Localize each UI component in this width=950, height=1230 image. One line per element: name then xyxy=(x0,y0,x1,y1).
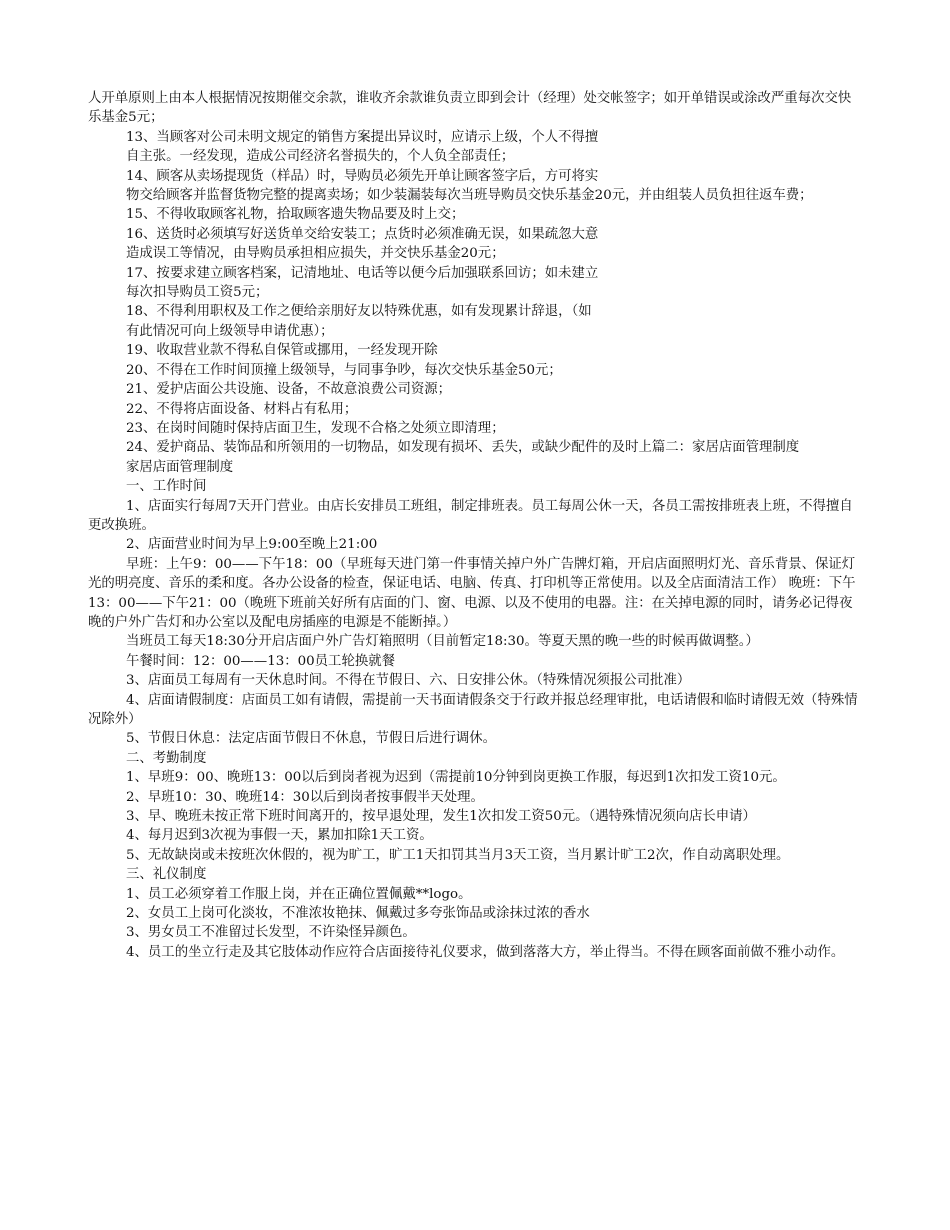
section-heading-work-hours: 一、工作时间 xyxy=(126,479,207,495)
attendance-item-2: 2、早班10：30、晚班14：30以后到岗者按事假半天处理。 xyxy=(126,789,484,805)
rule-17: 17、按要求建立顾客档案，记清地址、电话等以便今后加强联系回访；如未建立 xyxy=(126,265,599,281)
etiquette-item-3: 3、男女员工不准留过长发型，不许染怪异颜色。 xyxy=(126,925,416,941)
work-hours-item-3: 3、店面员工每周有一天休息时间。不得在节假日、六、日安排公休。（特殊情况须报公司批准） xyxy=(126,673,691,689)
etiquette-item-1: 1、员工必须穿着工作服上岗，并在正确位置佩戴**logo。 xyxy=(126,886,472,902)
rule-16: 16、送货时必须填写好送货单交给安装工；点货时必须准确无误，如果疏忽大意 xyxy=(126,226,599,242)
work-hours-item-2: 2、店面营业时间为早上9:00至晚上21:00 xyxy=(126,537,378,553)
attendance-item-1: 1、早班9：00、晚班13：00以后到岗者视为迟到（需提前10分钟到岗更换工作服，每迟到1次扣发工资10元。 xyxy=(126,770,786,786)
paragraph-1: 人开单原则上由本人根据情况按期催交余款，谁收齐余款谁负责立即到会计（经理）处交帐签字；如开单错误或涂改严重每次交快乐基金5元； xyxy=(88,91,852,126)
rule-17-continued: 每次扣导购员工资5元； xyxy=(126,285,269,301)
rule-13: 13、当顾客对公司未明文规定的销售方案提出异议时，应请示上级，个人不得擅 xyxy=(126,129,599,145)
rule-22: 22、不得将店面设备、材料占有私用； xyxy=(126,401,358,417)
rule-13-continued: 自主张。一经发现，造成公司经济名誉损失的，个人负全部责任； xyxy=(126,149,515,165)
shift-schedule: 早班：上午9：00——下午18：00（早班每天进门第一件事情关掉户外广告牌灯箱，开启店面照明灯光、音乐背景、保证灯光的明亮度、音乐的柔和度。各办公设备的检查，保证电话、电脑、传真、打印机等正常使用。以及全店面清洁工作） 晚班：下午13：00——下午21：00（晚班下班前关好所有店面的门、窗、电源、以及不使用的电器。注：在关掉电源的同时，请务必记得夜晚的户外广告灯和办公室以及配电房插座的电源是不能断掉。） xyxy=(88,556,856,630)
rule-18: 18、不得利用职权及工作之便给亲朋好友以特殊优惠，如有发现累计辞退，（如 xyxy=(126,304,592,320)
section-heading-etiquette: 三、礼仪制度 xyxy=(126,867,207,883)
lunch-time: 午餐时间：12：00——13：00员工轮换就餐 xyxy=(126,653,396,669)
rule-23: 23、在岗时间随时保持店面卫生，发现不合格之处须立即清理； xyxy=(126,420,505,436)
attendance-item-4: 4、每月迟到3次视为事假一天，累加扣除1天工资。 xyxy=(126,828,433,844)
document-page xyxy=(88,89,862,962)
section-heading-attendance: 二、考勤制度 xyxy=(126,750,207,766)
work-hours-item-1: 1、店面实行每周7天开门营业。由店长安排员工班组，制定排班表。员工每周公休一天，各员工需按排班表上班，不得擅自更改换班。 xyxy=(88,498,853,533)
attendance-item-5: 5、无故缺岗或未按班次休假的，视为旷工，旷工1天扣罚其当月3天工资，当月累计旷工2次，作自动离职处理。 xyxy=(126,847,790,863)
work-hours-item-4: 4、店面请假制度：店面员工如有请假，需提前一天书面请假条交于行政并报总经理审批，电话请假和临时请假无效（特殊情况除外） xyxy=(88,692,858,727)
rule-16-continued: 造成误工等情况，由导购员承担相应损失，并交快乐基金20元； xyxy=(126,246,505,262)
work-hours-item-5: 5、节假日休息：法定店面节假日不休息，节假日后进行调休。 xyxy=(126,731,497,747)
rule-15: 15、不得收取顾客礼物，拾取顾客遗失物品要及时上交； xyxy=(126,207,465,223)
rule-14-continued: 物交给顾客并监督货物完整的提离卖场；如少装漏装每次当班导购员交快乐基金20元，并由组装人员负担往返车费； xyxy=(126,188,813,204)
etiquette-item-4: 4、员工的坐立行走及其它肢体动作应符合店面接待礼仪要求，做到落落大方，举止得当。不得在顾客面前做不雅小动作。 xyxy=(126,944,845,960)
attendance-item-3: 3、早、晚班未按正常下班时间离开的，按早退处理，发生1次扣发工资50元。（遇特殊情况须向店长申请） xyxy=(126,809,756,825)
document-title: 家居店面管理制度 xyxy=(126,459,234,475)
etiquette-item-2: 2、女员工上岗可化淡妆，不准浓妆艳抹、佩戴过多夸张饰品或涂抹过浓的香水 xyxy=(126,906,590,922)
rule-19: 19、收取营业款不得私自保管或挪用，一经发现开除 xyxy=(126,343,438,359)
rule-24: 24、爱护商品、装饰品和所领用的一切物品，如发现有损坏、丢失，或缺少配件的及时上篇二：家居店面管理制度 xyxy=(126,440,800,456)
rule-18-continued: 有此情况可向上级领导申请优惠）； xyxy=(126,323,334,339)
rule-20: 20、不得在工作时间顶撞上级领导，与同事争吵，每次交快乐基金50元； xyxy=(126,362,562,378)
rule-21: 21、爱护店面公共设施、设备，不故意浪费公司资源； xyxy=(126,382,452,398)
sign-lighting-note: 当班员工每天18:30分开启店面户外广告灯箱照明（目前暂定18:30。等夏天黑的晚一些的时候再做调整。） xyxy=(126,634,759,650)
rule-14: 14、顾客从卖场提现货（样品）时，导购员必须先开单让顾客签字后，方可将实 xyxy=(126,168,599,184)
